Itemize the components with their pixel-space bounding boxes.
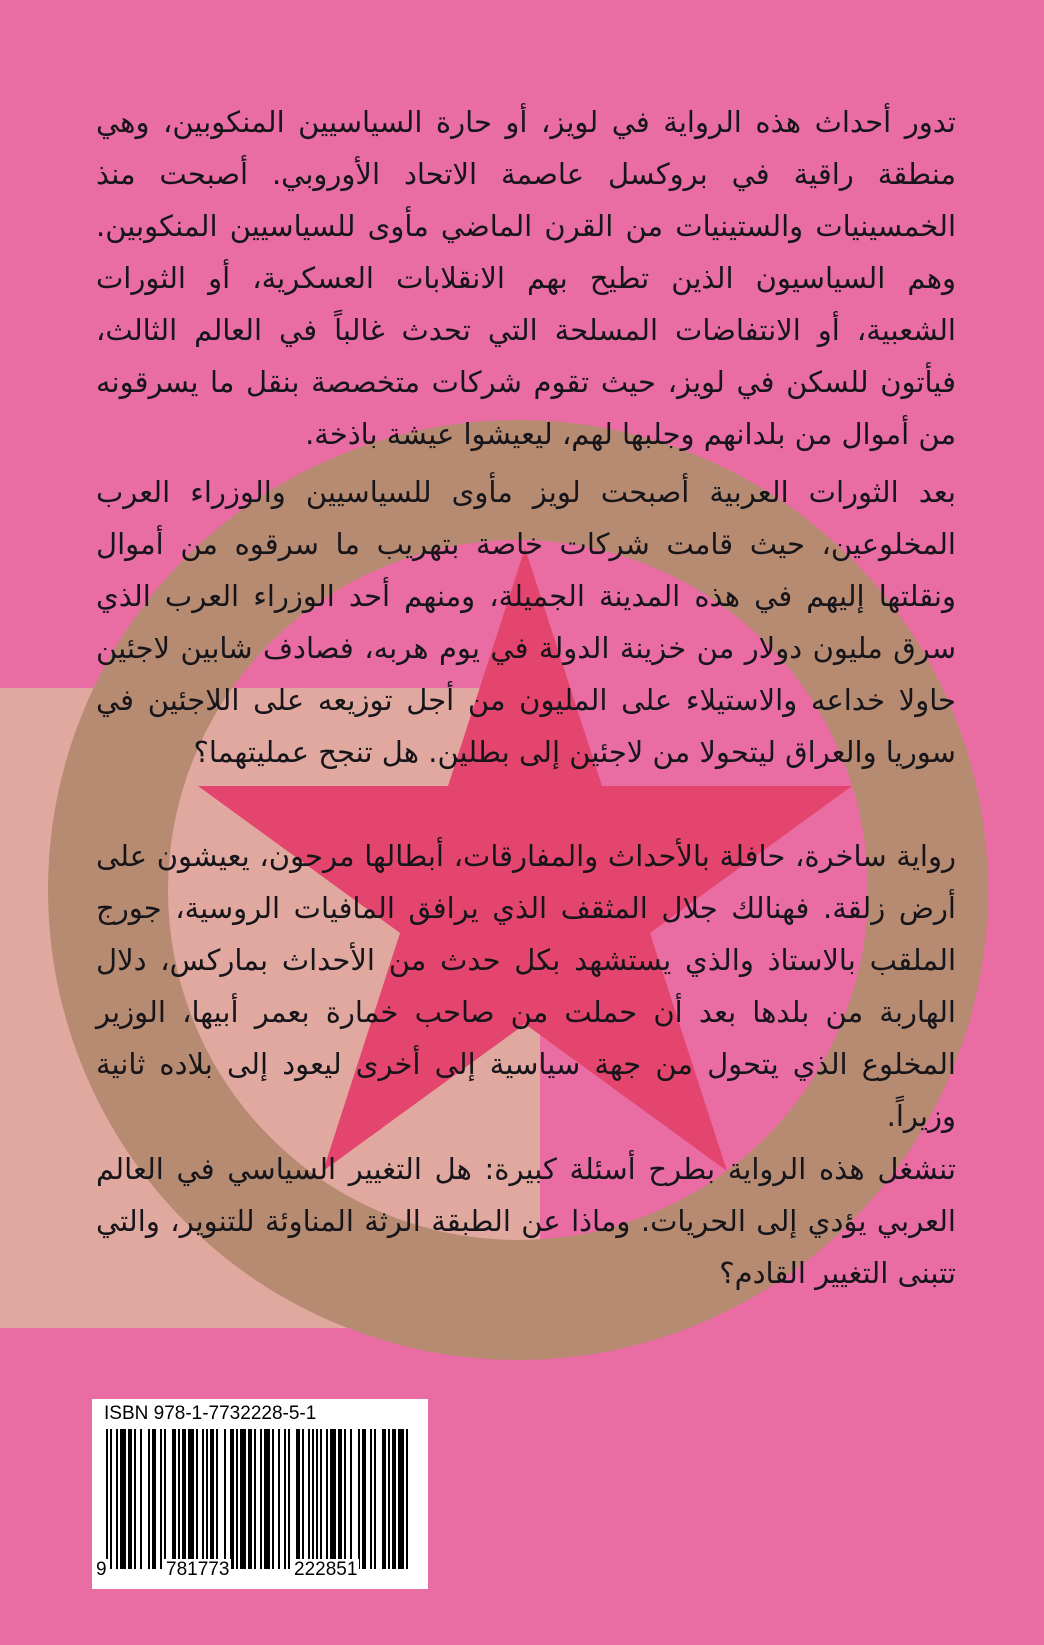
barcode-bar (260, 1429, 262, 1569)
barcode-bar (350, 1429, 352, 1569)
barcode-bar (326, 1429, 328, 1569)
barcode-bar (140, 1429, 142, 1569)
barcode-bar (216, 1429, 218, 1569)
barcode-bar (196, 1429, 198, 1569)
barcode-bar (134, 1429, 136, 1569)
barcode-bar (398, 1429, 404, 1569)
barcode-bar (254, 1429, 256, 1569)
isbn-barcode-box (92, 1399, 428, 1589)
barcode-bar (152, 1429, 156, 1569)
barcode-left-digits: 781773 (166, 1559, 230, 1580)
barcode-bar (230, 1429, 234, 1569)
barcode-bar (344, 1429, 346, 1569)
barcode-bar (178, 1429, 180, 1569)
barcode-bar (206, 1429, 208, 1569)
barcode-bar (182, 1429, 186, 1569)
barcode-bar (236, 1429, 238, 1569)
barcode-bar (264, 1429, 270, 1569)
barcode-bar (296, 1429, 300, 1569)
barcode-bar (288, 1429, 290, 1569)
barcode-bar (278, 1429, 280, 1569)
barcode-bar (308, 1429, 310, 1569)
barcode-bar (362, 1429, 366, 1569)
barcode-bar (116, 1429, 118, 1569)
barcode-bar (148, 1429, 150, 1569)
barcode-bar (224, 1429, 226, 1569)
barcode-bar (110, 1429, 112, 1569)
barcode-bar (210, 1429, 214, 1569)
barcode-bar (330, 1429, 336, 1569)
blurb-paragraph-2-text: بعد الثورات العربية أصبحت لويز مأوى للسياسيين والوزراء العرب المخلوعين، حيث قامت شركات خاصة بتهريب ما سرقوه من أموال ونقلتها إليهم في هذه المدينة الجميلة، ومنهم أحد الوزراء العرب الذي سرق مليون دولار من خزينة الدولة في يوم هربه، فصادف شابين لاجئين حاولا خداعه والاستيلاء على المليون من أجل توزيعه على اللاجئين في سوريا والعراق ليتحولا من لاجئين إلى بطلين. هل تنجح عمليتهما؟ (96, 475, 956, 769)
blurb-paragraph-1-text: تدور أحداث هذه الرواية في لويز، أو حارة السياسيين المنكوبين، وهي منطقة راقية في بروكسل عاصمة الاتحاد الأوروبي. أصبحت منذ الخمسينيات والستينيات من القرن الماضي مأوى للسياسيين المنكوبين. وهم السياسيون الذين تطيح بهم الانقلابات العسكرية، أو الثورات الشعبية، أو الانتفاضات المسلحة التي تحدث غالباً في العالم الثالث، فيأتون للسكن في لويز، حيث تقوم شركات متخصصة بنقل ما يسرقونه من أموال من بلدانهم وجلبها لهم، ليعيشوا عيشة باذخة. (96, 105, 956, 451)
blurb-paragraph-3-text: رواية ساخرة، حافلة بالأحداث والمفارقات، أبطالها مرحون، يعيشون على أرض زلقة. فهنالك جلال المثقف الذي يرافق المافيات الروسية، جورج الملقب بالاستاذ والذي يستشهد بكل حدث من الأحداث بماركس، دلال الهاربة من بلدها بعد أن حملت من صاحب خمارة بعمر أبيها، الوزير المخلوع الذي يتحول من جهة سياسية إلى أخرى ليعود إلى بلاده ثانية وزيراً. (96, 839, 956, 1133)
barcode-bar (406, 1429, 408, 1569)
barcode-bar (240, 1429, 246, 1569)
barcode-bar (248, 1429, 252, 1569)
barcode-right-digits: 222851 (294, 1559, 358, 1580)
barcode-bar (392, 1429, 396, 1569)
barcode-bar (172, 1429, 176, 1569)
blurb-paragraph-4 (96, 1143, 956, 1299)
barcode-bar (320, 1429, 322, 1569)
isbn-label: ISBN 978-1-7732228-5-1 (104, 1403, 317, 1424)
blurb-paragraph-2 (96, 466, 956, 778)
barcode-lead-digit: 9 (96, 1559, 107, 1580)
barcode-bar (388, 1429, 390, 1569)
barcode-bar (272, 1429, 274, 1569)
blurb-paragraph-1 (96, 96, 956, 460)
blurb-paragraph-3 (96, 830, 956, 1142)
barcode-bar (370, 1429, 372, 1569)
barcode-bar (128, 1429, 132, 1569)
blurb-paragraph-4-text: تنشغل هذه الرواية بطرح أسئلة كبيرة: هل التغيير السياسي في العالم العربي يؤدي إلى الحريات. وماذا عن الطبقة الرثة المناوئة للتنوير، والتي تتبنى التغيير القادم؟ (96, 1152, 956, 1290)
barcode-bar (202, 1429, 204, 1569)
barcode-bar (312, 1429, 314, 1569)
barcode-bar (382, 1429, 386, 1569)
barcode-bar (302, 1429, 304, 1569)
barcode-bar (316, 1429, 318, 1569)
barcode-bar (164, 1429, 166, 1569)
barcode-bars (106, 1429, 416, 1569)
barcode-bar (106, 1429, 108, 1569)
barcode-bar (338, 1429, 342, 1569)
barcode-bar (358, 1429, 360, 1569)
barcode-bar (284, 1429, 286, 1569)
barcode-bar (374, 1429, 376, 1569)
barcode-bar (120, 1429, 126, 1569)
barcode-bar (160, 1429, 162, 1569)
barcode-bar (188, 1429, 194, 1569)
